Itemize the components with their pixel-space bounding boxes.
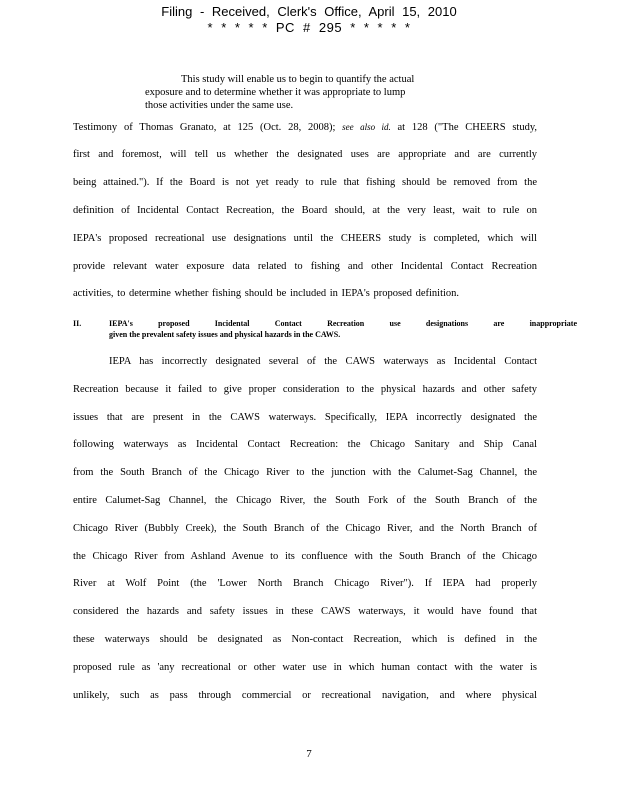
block-quote-line: This study will enable us to begin to quantify the actual	[181, 74, 415, 85]
block-quote-line: those activities under the same use.	[145, 100, 294, 111]
citation-italic: see also id.	[342, 122, 391, 132]
body-line: IEPA's proposed recreational use designations until the CHEERS study is completed, which will	[73, 233, 537, 244]
filing-stamp: Filing - Received, Clerk's Office, April 15, 2010	[161, 4, 457, 19]
body-line: Chicago River (Bubbly Creek), the South Branch of the Chicago River, and the North Branch of	[73, 523, 537, 534]
body-line: provide relevant water exposure data related to fishing and other Incidental Contact Recreation	[73, 261, 537, 272]
body-line: these waterways should be designated as Non-contact Recreation, which is defined in the	[73, 634, 537, 645]
body-line: proposed rule as 'any recreational or other water use in which human contact with the water is	[73, 662, 537, 673]
body-line-indented: IEPA has incorrectly designated several of the CAWS waterways as Incidental Contact	[109, 356, 537, 367]
block-quote-line: exposure and to determine whether it was appropriate to lump	[145, 87, 406, 98]
pc-stamp: * * * * * PC # 295 * * * * *	[207, 20, 411, 35]
section-number: II.	[73, 319, 82, 328]
body-line: Recreation because it failed to give proper consideration to the physical hazards and other safety	[73, 384, 537, 395]
body-line: from the South Branch of the Chicago River to the junction with the Calumet-Sag Channel, the	[73, 467, 537, 478]
citation-text: Testimony of Thomas Granato, at 125 (Oct. 28, 2008);	[73, 122, 336, 133]
body-line: first and foremost, will tell us whether the designated uses are appropriate and are currently	[73, 149, 537, 160]
body-line: following waterways as Incidental Contact Recreation: the Chicago Sanitary and Ship Canal	[73, 439, 537, 450]
body-line: the Chicago River from Ashland Avenue to its confluence with the South Branch of the Chicago	[73, 551, 537, 562]
body-line: River at Wolf Point (the 'Lower North Branch Chicago River"). If IEPA had properly	[73, 578, 537, 589]
page-number: 7	[306, 748, 312, 760]
body-line: considered the hazards and safety issues in these CAWS waterways, it would have found that	[73, 606, 537, 617]
citation-rest: at 128 ("The CHEERS study,	[397, 122, 538, 133]
body-line: entire Calumet-Sag Channel, the Chicago River, the South Fork of the South Branch of the	[73, 495, 537, 506]
body-line: issues that are present in the CAWS waterways. Specifically, IEPA incorrectly designated the	[73, 412, 537, 423]
body-line-citation	[73, 122, 537, 133]
body-line: activities, to determine whether fishing should be included in IEPA's proposed definition.	[73, 288, 460, 299]
body-line: being attained."). If the Board is not yet ready to rule that fishing should be removed from the	[73, 177, 537, 188]
body-line: unlikely, such as pass through commercial or recreational navigation, and where physical	[73, 690, 537, 701]
section-heading-line: given the prevalent safety issues and physical hazards in the CAWS.	[109, 330, 341, 339]
section-heading-line: IEPA's proposed Incidental Contact Recreation use designations are inappropriate	[109, 319, 577, 328]
body-line: definition of Incidental Contact Recreation, the Board should, at the very least, wait to rule on	[73, 205, 537, 216]
